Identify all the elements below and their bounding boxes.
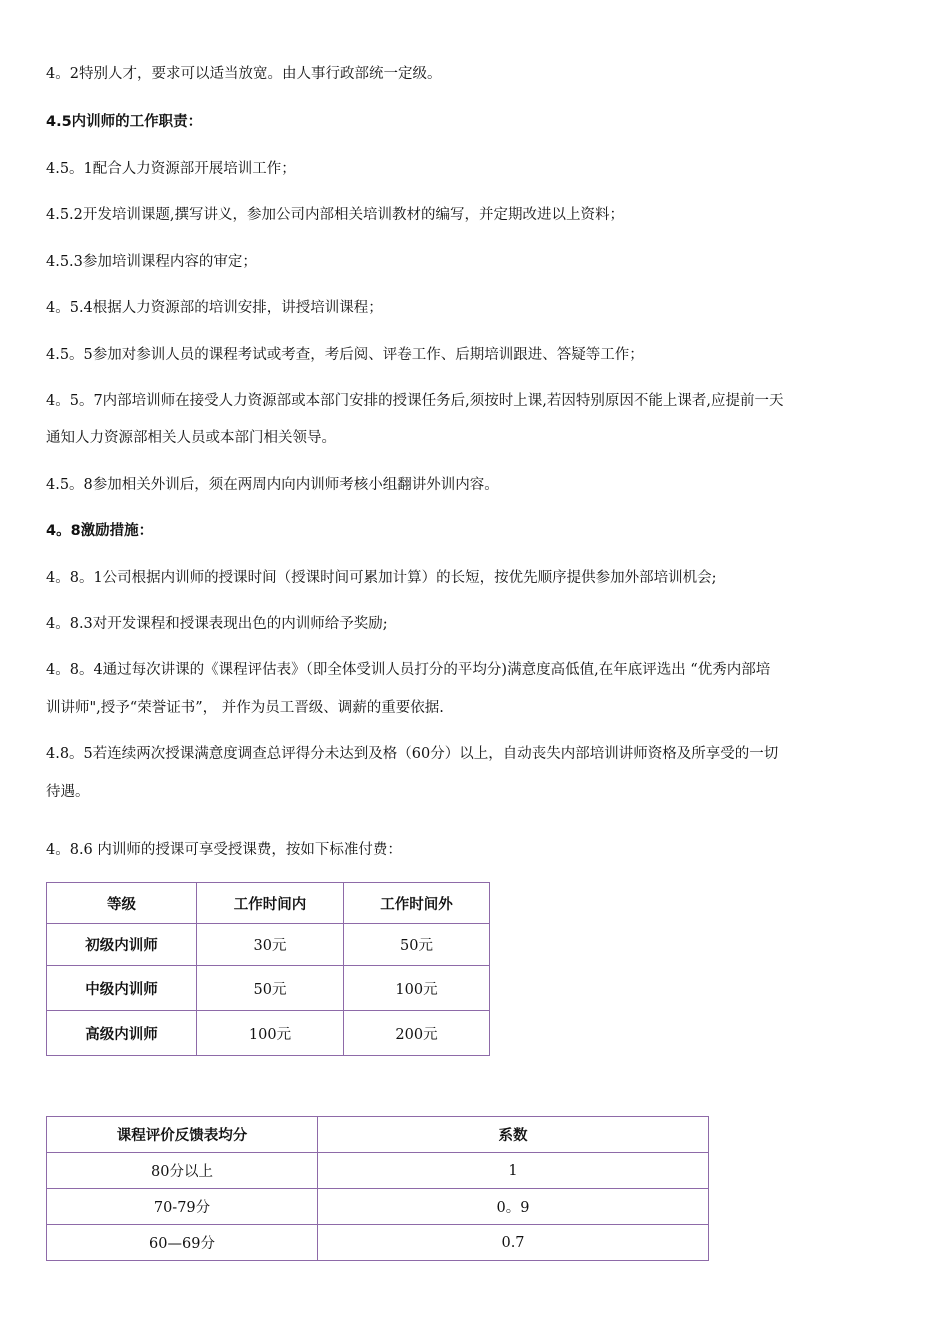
paragraph: 通知人力资源部相关人员或本部门相关领导。 [46, 430, 336, 446]
table-header: 等级 [47, 883, 197, 924]
table-row [47, 924, 490, 966]
paragraph: 4.5.3参加培训课程内容的审定； [46, 254, 257, 270]
paragraph: 4。8。4通过每次讲课的《课程评估表》（即全体受训人员打分的平均分)满意度高低值,在年底评选出 “优秀内部培 [46, 662, 771, 678]
table-row [47, 966, 490, 1011]
paragraph: 4。5.4根据人力资源部的培训安排，讲授培训课程； [46, 300, 383, 316]
table-cell: 100元 [344, 966, 490, 1011]
table-cell: 初级内训师 [47, 924, 197, 966]
paragraph: 4。8.3对开发课程和授课表现出色的内训师给予奖励; [46, 616, 388, 632]
paragraph: 4.5.2开发培训课题,撰写讲义，参加公司内部相关培训教材的编写，并定期改进以上资料； [46, 207, 624, 223]
table-cell: 0。9 [318, 1189, 709, 1225]
table-cell: 高级内训师 [47, 1011, 197, 1056]
table-header: 系数 [318, 1117, 709, 1153]
table-cell: 200元 [344, 1011, 490, 1056]
paragraph: 4.8。5若连续两次授课满意度调查总评得分未达到及格（60分）以上，自动丧失内部培训讲师资格及所享受的一切 [46, 746, 779, 762]
paragraph: 4。8。1公司根据内训师的授课时间（授课时间可累加计算）的长短，按优先顺序提供参加外部培训机会; [46, 570, 717, 586]
table-row [47, 1153, 709, 1189]
table-cell: 60—69分 [47, 1225, 318, 1261]
paragraph: 4。8.6 内训师的授课可享受授课费，按如下标准付费： [46, 842, 402, 858]
paragraph: 4。2特别人才，要求可以适当放宽。由人事行政部统一定级。 [46, 66, 442, 82]
table-cell: 50元 [344, 924, 490, 966]
table-row [47, 1189, 709, 1225]
table-cell: 100元 [197, 1011, 344, 1056]
paragraph: 4.5。8参加相关外训后，须在两周内向内训师考核小组翻讲外训内容。 [46, 477, 499, 493]
paragraph: 待遇。 [46, 784, 90, 800]
table-cell: 70-79分 [47, 1189, 318, 1225]
section-heading: 4。8激励措施： [46, 523, 154, 539]
coefficient-table [46, 1116, 709, 1261]
table-header: 工作时间外 [344, 883, 490, 924]
table-row [47, 1225, 709, 1261]
table-header: 课程评价反馈表均分 [47, 1117, 318, 1153]
fee-table [46, 882, 490, 1056]
paragraph: 训讲师",授予“荣誉证书”， 并作为员工晋级、调薪的重要依据. [46, 700, 444, 716]
table-header-row [47, 883, 490, 924]
paragraph: 4.5。5参加对参训人员的课程考试或考查，考后阅、评卷工作、后期培训跟进、答疑等工作； [46, 347, 644, 363]
paragraph: 4。5。7内部培训师在接受人力资源部或本部门安排的授课任务后,须按时上课,若因特别原因不能上课者,应提前一天 [46, 393, 784, 409]
table-cell: 80分以上 [47, 1153, 318, 1189]
table-cell: 50元 [197, 966, 344, 1011]
table-header: 工作时间内 [197, 883, 344, 924]
table-cell: 1 [318, 1153, 709, 1189]
table-header-row [47, 1117, 709, 1153]
section-heading: 4.5内训师的工作职责： [46, 114, 203, 130]
table-cell: 30元 [197, 924, 344, 966]
table-cell: 0.7 [318, 1225, 709, 1261]
table-cell: 中级内训师 [47, 966, 197, 1011]
paragraph: 4.5。1配合人力资源部开展培训工作； [46, 161, 296, 177]
table-row [47, 1011, 490, 1056]
